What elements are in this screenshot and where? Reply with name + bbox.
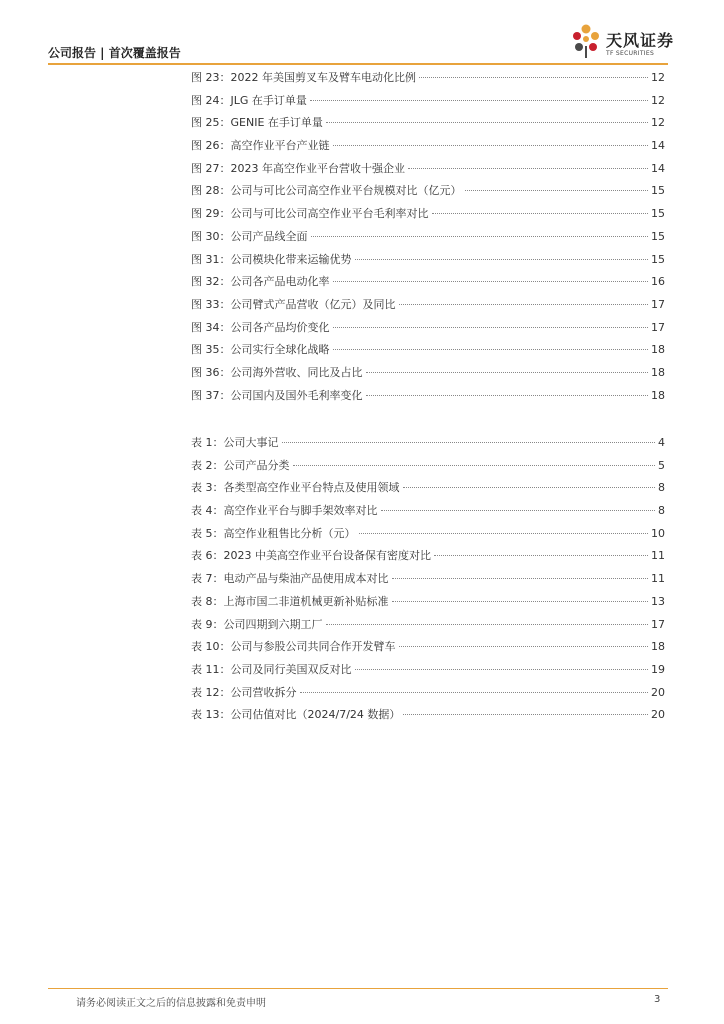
toc-entry-page: 10 <box>651 526 665 540</box>
table-entry[interactable] <box>191 638 665 661</box>
figure-entry[interactable] <box>191 92 665 115</box>
figure-list <box>191 69 665 409</box>
table-entry[interactable] <box>191 457 665 480</box>
dot-leader <box>392 577 649 579</box>
dot-leader <box>381 509 656 511</box>
toc-entry-label: 表 6：2023 中美高空作业平台设备保有密度对比 <box>191 549 431 563</box>
table-entry[interactable] <box>191 593 665 616</box>
toc-entry-label: 表 1：公司大事记 <box>191 436 279 449</box>
toc-entry-page: 12 <box>651 93 665 107</box>
toc-entry-page: 4 <box>658 436 665 449</box>
dot-leader <box>326 121 648 123</box>
dot-leader <box>465 189 649 191</box>
toc-entry-page: 18 <box>651 343 665 357</box>
dot-leader <box>366 371 649 373</box>
dot-leader <box>333 280 649 282</box>
dot-leader <box>326 623 649 625</box>
report-type-title: 公司报告 | 首次覆盖报告 <box>48 46 181 60</box>
toc-entry-page: 5 <box>658 458 665 472</box>
header-divider <box>48 63 668 65</box>
dot-leader <box>392 600 649 602</box>
toc-entry-page: 18 <box>651 365 665 379</box>
toc-entry-label: 图 24：JLG 在手订单量 <box>191 93 307 107</box>
table-entry[interactable] <box>191 570 665 593</box>
brand-logo <box>568 22 678 62</box>
logo-name: 天风证券 <box>606 31 675 50</box>
dot-leader <box>419 76 648 78</box>
toc-entry-page: 8 <box>658 504 665 518</box>
toc-entry-page: 15 <box>651 184 665 198</box>
toc-entry-label: 图 36：公司海外营收、同比及占比 <box>191 365 363 379</box>
toc-entry-label: 表 12：公司营收拆分 <box>191 685 297 699</box>
figure-entry[interactable] <box>191 114 665 137</box>
toc-entry-page: 17 <box>651 297 665 311</box>
toc-entry-label: 图 26：高空作业平台产业链 <box>191 139 330 153</box>
table-entry[interactable] <box>191 684 665 707</box>
toc-entry-label: 图 33：公司臂式产品营收（亿元）及同比 <box>191 297 396 311</box>
toc-entry-label: 图 31：公司模块化带来运输优势 <box>191 252 352 266</box>
dot-leader <box>403 486 656 488</box>
toc-entry-page: 20 <box>651 708 665 722</box>
figure-entry[interactable] <box>191 296 665 319</box>
toc-entry-label: 图 32：公司各产品电动化率 <box>191 275 330 289</box>
figure-entry[interactable] <box>191 273 665 296</box>
table-entry[interactable] <box>191 616 665 639</box>
disclaimer-note: 请务必阅读正文之后的信息披露和免责申明 <box>76 998 266 1009</box>
toc-entry-label: 表 3：各类型高空作业平台特点及使用领域 <box>191 481 400 495</box>
figure-entry[interactable] <box>191 137 665 160</box>
figure-entry[interactable] <box>191 182 665 205</box>
table-entry[interactable] <box>191 479 665 502</box>
toc-entry-page: 12 <box>651 116 665 130</box>
dot-leader <box>359 532 649 534</box>
toc-entry-label: 表 13：公司估值对比（2024/7/24 数据） <box>191 708 401 722</box>
toc-entry-page: 11 <box>651 549 665 563</box>
dot-leader <box>432 212 649 214</box>
toc-entry-page: 18 <box>651 640 665 654</box>
toc-entry-label: 表 11：公司及同行美国双反对比 <box>191 662 352 676</box>
toc-entry-page: 15 <box>651 229 665 243</box>
toc-entry-label: 表 5：高空作业租售比分析（元） <box>191 526 356 540</box>
dot-leader <box>408 167 648 169</box>
toc-entry-label: 图 29：公司与可比公司高空作业平台毛利率对比 <box>191 207 429 221</box>
table-entry[interactable] <box>191 502 665 525</box>
toc-entry-label: 表 9：公司四期到六期工厂 <box>191 617 323 631</box>
table-entry[interactable] <box>191 434 665 457</box>
dot-leader <box>355 258 649 260</box>
table-entry[interactable] <box>191 525 665 548</box>
figure-entry[interactable] <box>191 205 665 228</box>
toc-entry-label: 表 4：高空作业平台与脚手架效率对比 <box>191 504 378 518</box>
flower-logo-icon <box>568 22 604 62</box>
figure-entry[interactable] <box>191 387 665 410</box>
dot-leader <box>399 645 649 647</box>
logo-subtitle: TF SECURITIES <box>606 50 655 57</box>
footer-divider <box>48 988 668 989</box>
toc-entry-label: 图 25：GENIE 在手订单量 <box>191 116 323 130</box>
toc-entry-label: 图 23：2022 年美国剪叉车及臂车电动化比例 <box>191 71 416 84</box>
dot-leader <box>310 99 648 101</box>
toc-entry-page: 14 <box>651 161 665 175</box>
toc-entry-page: 16 <box>651 275 665 289</box>
toc-entry-page: 8 <box>658 481 665 495</box>
dot-leader <box>333 144 649 146</box>
figure-entry[interactable] <box>191 341 665 364</box>
toc-entry-label: 表 10：公司与参股公司共同合作开发臂车 <box>191 640 396 654</box>
figure-entry[interactable] <box>191 251 665 274</box>
toc-entry-page: 15 <box>651 252 665 266</box>
dot-leader <box>333 348 649 350</box>
toc-entry-label: 表 2：公司产品分类 <box>191 458 290 472</box>
toc-entry-page: 14 <box>651 139 665 153</box>
toc-entry-label: 图 34：公司各产品均价变化 <box>191 320 330 334</box>
figure-entry[interactable] <box>191 228 665 251</box>
dot-leader <box>403 713 648 715</box>
toc-entry-label: 图 28：公司与可比公司高空作业平台规模对比（亿元） <box>191 184 462 198</box>
toc-entry-label: 图 35：公司实行全球化战略 <box>191 343 330 357</box>
toc-entry-page: 18 <box>651 388 665 402</box>
toc-entry-label: 图 37：公司国内及国外毛利率变化 <box>191 388 363 402</box>
toc-entry-page: 17 <box>651 617 665 631</box>
dot-leader <box>399 303 649 305</box>
toc-entry-label: 图 27：2023 年高空作业平台营收十强企业 <box>191 161 405 175</box>
dot-leader <box>293 464 656 466</box>
table-list <box>191 434 665 729</box>
toc-entry-page: 20 <box>651 685 665 699</box>
toc-entry-page: 11 <box>651 572 665 586</box>
dot-leader <box>311 235 649 237</box>
toc-entry-label: 表 7：电动产品与柴油产品使用成本对比 <box>191 572 389 586</box>
figure-entry[interactable] <box>191 69 665 92</box>
dot-leader <box>366 394 649 396</box>
dot-leader <box>355 668 649 670</box>
toc-entry-page: 13 <box>651 594 665 608</box>
toc-entry-page: 12 <box>651 71 665 84</box>
figure-entry[interactable] <box>191 160 665 183</box>
figure-entry[interactable] <box>191 364 665 387</box>
dot-leader <box>434 554 648 556</box>
table-entry[interactable] <box>191 547 665 570</box>
toc-entry-page: 15 <box>651 207 665 221</box>
dot-leader <box>300 691 649 693</box>
dot-leader <box>282 441 656 443</box>
page-number: 3 <box>654 994 661 1005</box>
dot-leader <box>333 326 649 328</box>
toc-entry-page: 19 <box>651 662 665 676</box>
toc-entry-page: 17 <box>651 320 665 334</box>
table-entry[interactable] <box>191 661 665 684</box>
toc-entry-label: 图 30：公司产品线全面 <box>191 229 308 243</box>
table-entry[interactable] <box>191 706 665 729</box>
toc-entry-label: 表 8：上海市国二非道机械更新补贴标准 <box>191 594 389 608</box>
figure-entry[interactable] <box>191 319 665 342</box>
